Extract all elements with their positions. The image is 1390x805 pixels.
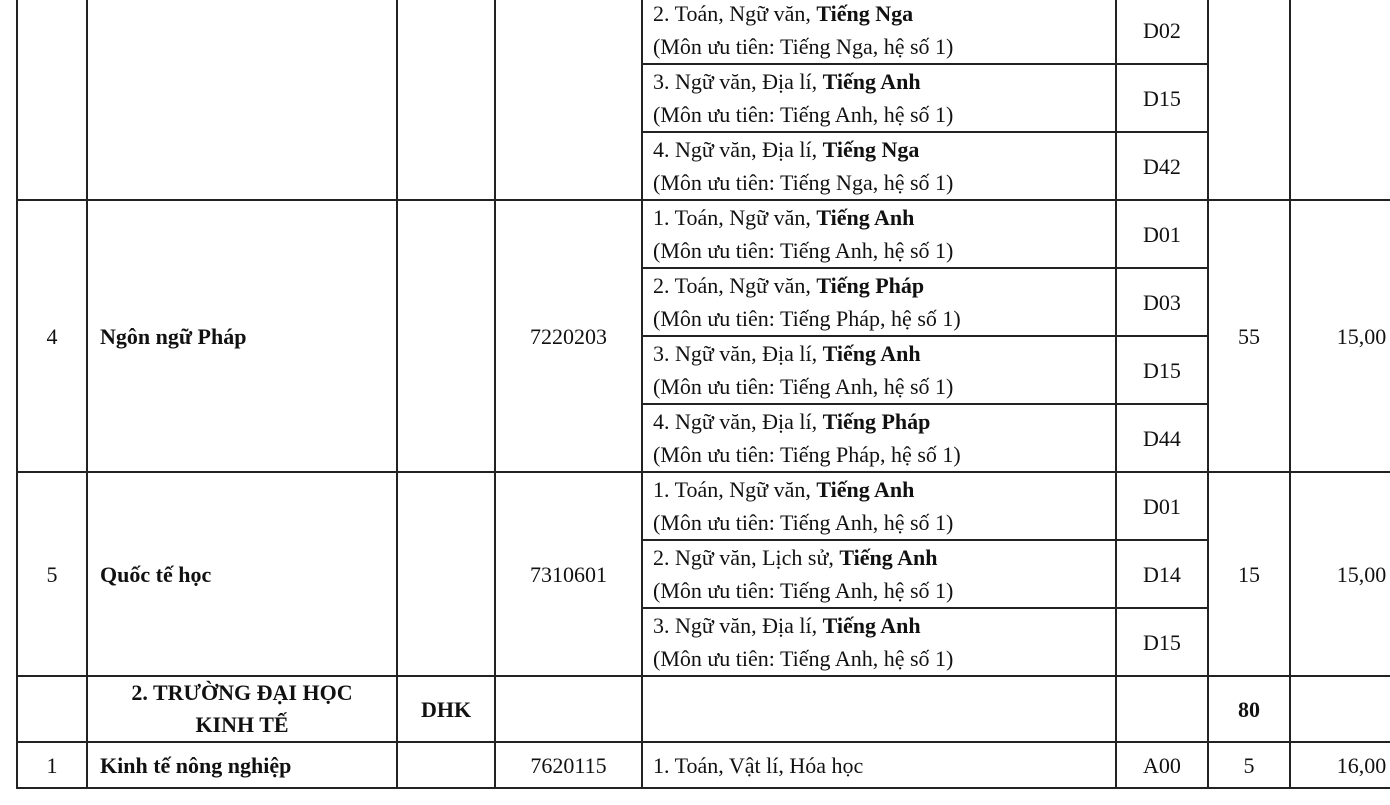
combination-subjects: 1. Toán, Ngữ văn, [653, 477, 817, 502]
combination-code-cell: D42 [1116, 132, 1208, 200]
combination-priority-subject: Tiếng Anh [822, 69, 921, 94]
combination-priority-subject: Tiếng Pháp [822, 409, 931, 434]
quota-cell: 15 [1208, 472, 1290, 676]
combination-cell [642, 472, 1116, 540]
section-title [87, 676, 397, 742]
combination-note: (Môn ưu tiên: Tiếng Anh, hệ số 1) [653, 102, 954, 127]
major-name-cell: Kinh tế nông nghiệp [87, 742, 397, 788]
quota-cell: 80 [1208, 676, 1290, 742]
table-row [17, 742, 1390, 788]
quota-cell: 55 [1208, 200, 1290, 472]
combination-subjects: 4. Ngữ văn, Địa lí, [653, 137, 823, 162]
combination-subjects: 1. Toán, Ngữ văn, [653, 205, 817, 230]
combination-subjects: 2. Toán, Ngữ văn, [653, 273, 817, 298]
combination-subjects: 4. Ngữ văn, Địa lí, [653, 409, 823, 434]
combination-priority-subject: Tiếng Nga [822, 137, 920, 162]
combination-code-cell: D14 [1116, 540, 1208, 608]
combination-subjects: 2. Toán, Ngữ văn, [653, 1, 817, 26]
combination-code-cell [1116, 676, 1208, 742]
combination-cell [642, 608, 1116, 676]
combination-subjects: 3. Ngữ văn, Địa lí, [653, 69, 823, 94]
combination-cell [642, 64, 1116, 132]
stt-cell: 1 [17, 742, 87, 788]
combination-priority-subject: Tiếng Anh [816, 477, 915, 502]
section-title-line1: 2. TRƯỜNG ĐẠI HỌC [131, 680, 353, 705]
school-code-cell [397, 200, 495, 472]
combination-note: (Môn ưu tiên: Tiếng Anh, hệ số 1) [653, 238, 954, 263]
combination-priority-subject: Tiếng Anh [816, 205, 915, 230]
score-cell [1290, 676, 1390, 742]
combination-priority-subject: Tiếng Anh [839, 545, 938, 570]
combination-cell [642, 200, 1116, 268]
combination-code-cell: D15 [1116, 608, 1208, 676]
combination-note: (Môn ưu tiên: Tiếng Nga, hệ số 1) [653, 34, 954, 59]
major-code-cell: 7220203 [495, 200, 642, 472]
combination-cell [642, 336, 1116, 404]
combination-priority-subject: Tiếng Anh [822, 613, 921, 638]
combination-code-cell: D01 [1116, 200, 1208, 268]
combination-subjects: 3. Ngữ văn, Địa lí, [653, 613, 823, 638]
combination-note: (Môn ưu tiên: Tiếng Anh, hệ số 1) [653, 374, 954, 399]
major-code-cell [495, 0, 642, 200]
combination-code-cell: D01 [1116, 472, 1208, 540]
combination-cell [642, 0, 1116, 64]
combination-priority-subject: Tiếng Nga [816, 1, 914, 26]
stt-cell [17, 676, 87, 742]
school-code-cell [397, 742, 495, 788]
quota-cell: 5 [1208, 742, 1290, 788]
major-code-cell: 7310601 [495, 472, 642, 676]
combination-code-cell: D02 [1116, 0, 1208, 64]
score-cell: 15,00 [1290, 200, 1390, 472]
stt-cell [17, 0, 87, 200]
combination-code-cell: D15 [1116, 336, 1208, 404]
combination-priority-subject: Tiếng Anh [822, 341, 921, 366]
combination-subjects: 3. Ngữ văn, Địa lí, [653, 341, 823, 366]
combination-note: (Môn ưu tiên: Tiếng Nga, hệ số 1) [653, 170, 954, 195]
combination-cell [642, 404, 1116, 472]
major-name-cell [87, 0, 397, 200]
table-row [17, 472, 1390, 540]
combination-cell [642, 268, 1116, 336]
combination-cell [642, 132, 1116, 200]
stt-cell: 4 [17, 200, 87, 472]
admission-table [16, 0, 1390, 789]
major-code-cell: 7620115 [495, 742, 642, 788]
combination-cell [642, 540, 1116, 608]
school-code-cell [397, 472, 495, 676]
school-code-cell [397, 0, 495, 200]
combination-note: (Môn ưu tiên: Tiếng Anh, hệ số 1) [653, 578, 954, 603]
section-title-line2: KINH TẾ [195, 712, 289, 737]
combination-subjects: 2. Ngữ văn, Lịch sử, [653, 545, 840, 570]
table-row [17, 0, 1390, 64]
combination-code-cell: D44 [1116, 404, 1208, 472]
combination-note: (Môn ưu tiên: Tiếng Anh, hệ số 1) [653, 510, 954, 535]
score-cell: 16,00 [1290, 742, 1390, 788]
combination-code-cell: D03 [1116, 268, 1208, 336]
quota-cell [1208, 0, 1290, 200]
combination-note: (Môn ưu tiên: Tiếng Pháp, hệ số 1) [653, 306, 961, 331]
score-cell [1290, 0, 1390, 200]
major-code-cell [495, 676, 642, 742]
combination-cell: 1. Toán, Vật lí, Hóa học [642, 742, 1116, 788]
table-row [17, 200, 1390, 268]
combination-code-cell: A00 [1116, 742, 1208, 788]
combination-cell [642, 676, 1116, 742]
school-code-cell: DHK [397, 676, 495, 742]
major-name-cell: Ngôn ngữ Pháp [87, 200, 397, 472]
stt-cell: 5 [17, 472, 87, 676]
major-name-cell: Quốc tế học [87, 472, 397, 676]
section-row [17, 676, 1390, 742]
combination-note: (Môn ưu tiên: Tiếng Pháp, hệ số 1) [653, 442, 961, 467]
score-cell: 15,00 [1290, 472, 1390, 676]
combination-note: (Môn ưu tiên: Tiếng Anh, hệ số 1) [653, 646, 954, 671]
combination-priority-subject: Tiếng Pháp [816, 273, 925, 298]
combination-code-cell: D15 [1116, 64, 1208, 132]
